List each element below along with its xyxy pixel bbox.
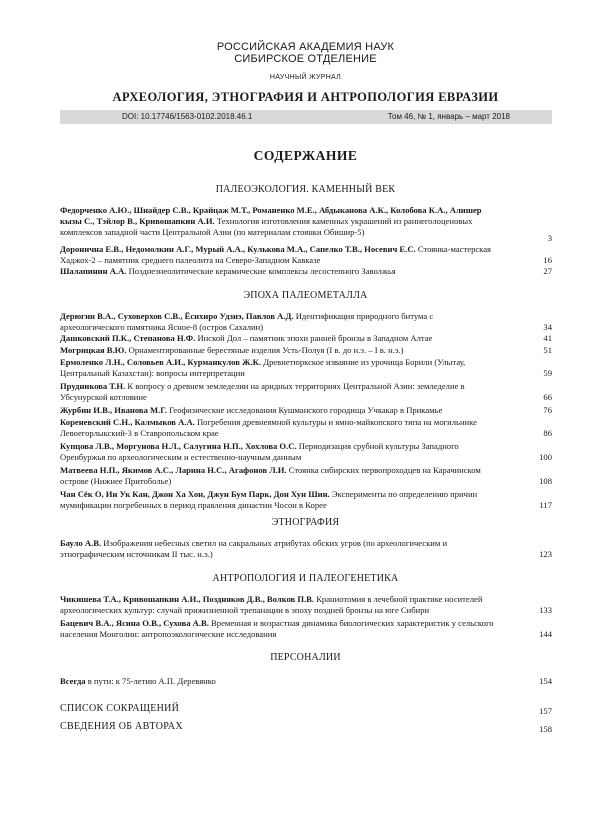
entry-page: 133 bbox=[539, 605, 552, 615]
entry-title: Погребения древнеямной культуры и ямно-майкопского типа на могильнике Левоегорлыкский-3 в Ставропольском крае bbox=[60, 417, 477, 438]
toc-entry[interactable] bbox=[60, 345, 500, 356]
entry-page: 100 bbox=[539, 452, 552, 462]
entry-page: 117 bbox=[539, 500, 552, 510]
section-heading: АНТРОПОЛОГИЯ И ПАЛЕОГЕНЕТИКА bbox=[212, 573, 399, 584]
entry-page: 41 bbox=[543, 333, 552, 343]
entry-title: Временная и возрастная динамика биологических характеристик у сельского населения Монголии: антропоэкологические исследования bbox=[60, 618, 494, 639]
entry-authors: Купцова Л.В., Моргунова Н.Л., Салугина Н.П., Хохлова О.С. bbox=[60, 441, 297, 451]
entry-page: 27 bbox=[543, 266, 552, 276]
entry-authors: Журбин И.В., Иванова М.Г. bbox=[60, 405, 167, 415]
entry-title: в пути: к 75-летию А.П. Деревянко bbox=[85, 676, 216, 686]
entry-authors: Дашковский П.К., Степанова Н.Ф. bbox=[60, 333, 196, 343]
entry-page: 154 bbox=[539, 676, 552, 686]
toc-entry[interactable] bbox=[60, 417, 500, 439]
toc-entry[interactable] bbox=[60, 311, 500, 333]
toc-entry[interactable] bbox=[60, 538, 500, 560]
entry-authors: Федорченко А.Ю., Шнайдер С.В., Крайцаж М.Т., Романенко М.Е., Абдыканова А.К., Колобова К.А., Алишер кызы С., Тэйлор В., Кривошапкин А.И. bbox=[60, 205, 482, 226]
toc-entry[interactable] bbox=[60, 381, 500, 403]
toc-entry[interactable] bbox=[60, 205, 500, 238]
section-heading: ПЕРСОНАЛИИ bbox=[270, 652, 341, 663]
entry-page: 123 bbox=[539, 549, 552, 559]
entry-title: Позднеэнеолитические керамические комплексы лесостепного Заволжья bbox=[126, 266, 396, 276]
toc-entry[interactable] bbox=[60, 357, 500, 379]
section-heading: ЭТНОГРАФИЯ bbox=[271, 517, 340, 528]
entry-page: 3 bbox=[547, 233, 552, 243]
toc-entry[interactable] bbox=[60, 489, 500, 511]
entry-title: Технология изготовления каменных украшений из раннеголоценовых комплексов западной части Центральной Азии (по материалам стоянки Обишир-5) bbox=[60, 216, 473, 237]
contents-heading: СОДЕРЖАНИЕ bbox=[253, 148, 358, 163]
section-heading: ПАЛЕОЭКОЛОГИЯ. КАМЕННЫЙ ВЕК bbox=[215, 184, 396, 195]
entry-page: 108 bbox=[539, 476, 552, 486]
entry-authors: Матвеева Н.П., Якимов А.С., Ларина Н.С., Агафонов Л.И. bbox=[60, 465, 287, 475]
organization-name: РОССИЙСКАЯ АКАДЕМИЯ НАУК bbox=[216, 41, 395, 53]
toc-entry[interactable] bbox=[60, 618, 500, 640]
entry-authors: Прудникова Т.Н. bbox=[60, 381, 126, 391]
journal-title: АРХЕОЛОГИЯ, ЭТНОГРАФИЯ И АНТРОПОЛОГИЯ ЕВРАЗИИ bbox=[112, 90, 499, 104]
organization-branch: СИБИРСКОЕ ОТДЕЛЕНИЕ bbox=[234, 53, 377, 65]
journal-type: НАУЧНЫЙ ЖУРНАЛ bbox=[269, 74, 342, 81]
entry-authors: Дерюгин В.А., Суховерхов С.В., Ёсихиро Удзиэ, Павлов А.Д. bbox=[60, 311, 294, 321]
toc-entry[interactable] bbox=[60, 441, 500, 463]
entry-page: 86 bbox=[543, 428, 552, 438]
entry-authors: Кореневский С.Н., Калмыков А.А. bbox=[60, 417, 195, 427]
entry-title: Эксперименты по определению причин мумификации погребенных в период правления династии Чосон в Корее bbox=[60, 489, 478, 510]
entry-authors: Могрицкая В.Ю. bbox=[60, 345, 127, 355]
toc-entry[interactable] bbox=[60, 405, 500, 416]
entry-title: Стоянка-мастерская Хаджох-2 – памятник среднего палеолита на Северо-Западном Кавказе bbox=[60, 244, 491, 265]
toc-entry[interactable] bbox=[60, 676, 500, 687]
toc-entry[interactable] bbox=[60, 594, 500, 616]
entry-title: Краниотомия в лечебной практике носителей археологических культур: случай прижизненной трепанации в эпоху поздней бронзы на юге Сибири bbox=[60, 594, 483, 615]
entry-authors: Ермоленко Л.Н., Соловьев А.И., Курманкулов Ж.К. bbox=[60, 357, 262, 367]
entry-page: 16 bbox=[543, 255, 552, 265]
toc-entry[interactable] bbox=[60, 266, 500, 277]
entry-authors: Бацевич В.А., Ясина О.В., Сухова А.В. bbox=[60, 618, 209, 628]
authors-info-link[interactable]: СВЕДЕНИЯ ОБ АВТОРАХ bbox=[60, 721, 183, 732]
entry-title: Идентификация природного битума с археологического памятника Ясное-8 (остров Сахалин) bbox=[60, 311, 434, 332]
doi: DOI: 10.17746/1563-0102.2018.46.1 bbox=[122, 112, 253, 121]
doi-bar bbox=[60, 110, 552, 124]
entry-authors: Шалапинин А.А. bbox=[60, 266, 127, 276]
entry-title: Геофизические исследования Кушманского городища Учкакар в Прикамье bbox=[166, 405, 443, 415]
entry-authors: Чикишева Т.А., Кривошапкин А.И., Поздняков Д.В., Волков П.В. bbox=[60, 594, 315, 604]
entry-title: Изображения небесных светил на сакральных атрибутах обских угров (по археологическим и этнографическим источникам II тыс. н.э.) bbox=[60, 538, 448, 559]
entry-page: 76 bbox=[543, 405, 552, 415]
entry-title: Древнетюркское изваяние из урочища Борили (Улытау, Центральный Казахстан): вопросы интерпретации bbox=[60, 357, 466, 378]
entry-page: 158 bbox=[539, 724, 552, 734]
entry-authors: Чан Сёк О, Ин Ук Кан, Джон Ха Хон, Джун Бум Парк, Дон Хун Шин. bbox=[60, 489, 330, 499]
entry-authors: Всегда bbox=[60, 676, 86, 686]
entry-page: 59 bbox=[543, 368, 552, 378]
toc-entry[interactable] bbox=[60, 244, 500, 266]
entry-authors: Доронична Е.В., Недомолкин А.Г., Мурый А.А., Кулькова М.А., Сапелко Т.В., Носевич Е.С. bbox=[60, 244, 416, 254]
toc-entry[interactable] bbox=[60, 333, 500, 344]
entry-page: 34 bbox=[543, 322, 552, 332]
entry-title: Стоянка сибирских первопроходцев на Карачинском острове (Нижнее Притоболье) bbox=[60, 465, 481, 486]
section-heading: ЭПОХА ПАЛЕОМЕТАЛЛА bbox=[243, 290, 368, 301]
issue-info: Том 46, № 1, январь – март 2018 bbox=[387, 112, 510, 121]
entry-title: Периодизация срубной культуры Западного Оренбуржья по археологическим и естественно-научным данным bbox=[60, 441, 459, 462]
entry-page: 66 bbox=[543, 392, 552, 402]
abbreviations-link[interactable]: СПИСОК СОКРАЩЕНИЙ bbox=[60, 703, 180, 714]
entry-title: Орнаментированные берестяные изделия Усть-Полуя (I в. до н.э. – I в. н.э.) bbox=[126, 345, 404, 355]
entry-page: 51 bbox=[543, 345, 552, 355]
entry-page: 144 bbox=[539, 629, 552, 639]
entry-title: К вопросу о древнем земледелии на аридных территориях Центральной Азии: земледелие в Убсунурской котловине bbox=[60, 381, 465, 402]
entry-page: 157 bbox=[539, 706, 552, 716]
toc-entry[interactable] bbox=[60, 465, 500, 487]
entry-title: Инской Дол – памятник эпохи ранней бронзы в Западном Алтае bbox=[195, 333, 433, 343]
entry-authors: Бауло А.В. bbox=[60, 538, 102, 548]
